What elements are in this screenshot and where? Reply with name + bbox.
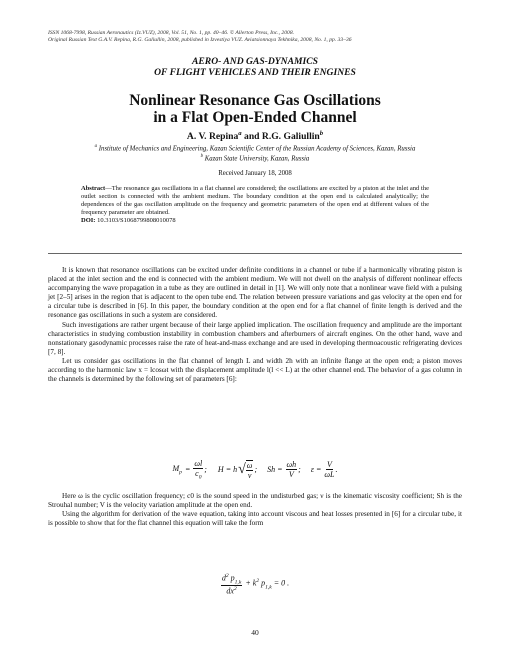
eq-end: . xyxy=(335,465,338,475)
abstract-label: Abstract xyxy=(81,185,106,192)
abstract xyxy=(81,185,429,225)
eq-sqrt: √ ω ν xyxy=(238,460,253,480)
eq2-rest: + $k^2$ $p_{1,k} = 0$ . xyxy=(243,578,290,591)
affiliation-b-mark: b xyxy=(200,154,204,159)
paragraph-3: Let us consider gas oscillations in the flat channel of length L and width 2h with an infinite flange at the open end; a piston moves according to the harmonic law x = lcosωt with the displacement amplitude l(l << L) at the other channel end. The behavior of a gas column in the channels is determined by the following set of parameters [6]: xyxy=(48,356,462,384)
affiliation-b-text: Kazan State University, Kazan, Russia xyxy=(203,155,310,163)
eq-sep-2: ; Sh = xyxy=(254,465,285,475)
eq-sep-3: ; ε = xyxy=(298,465,324,475)
section-heading-line2: OF FLIGHT VEHICLES AND THEIR ENGINES xyxy=(154,67,356,78)
eq2-frac: $d^2$ $p_{1,k}$ $dx^2$ xyxy=(221,573,242,596)
received-date: Received January 18, 2008 xyxy=(218,170,292,177)
authors-and: and xyxy=(241,131,262,143)
body-block-1 xyxy=(48,266,462,384)
section-heading-line1: AERO- AND GAS-DYNAMICS xyxy=(192,56,318,67)
paragraph-1: It is known that resonance oscillations can be excited under definite conditions in a channel or tube if a harmonically vibrating piston is placed at the inlet section and the end is connected with the ambient medium. We will not dwell on the analysis of different nonlinear effects accompanying the wave propagation in a tube as they are outlined in detail in [1]. We will only note that a nonlinear wave field with a pulsing jet [2–5] arises in the region that is adjacent to the open tube end. The relation between pressure variations and gas velocity at the open end for a circular tube is described in [6]. In this paper, the boundary condition at the open end for a flat channel of finite length is derived and the resonance gas oscillations in such a system are considered. xyxy=(48,266,462,320)
eq-frac-4: $\frac{V}{\omega L}$ xyxy=(324,460,335,480)
author-2: R.G. Galiullin xyxy=(261,131,320,143)
paragraph-4: Here ω is the cyclic oscillation frequency; c0 is the sound speed in the undisturbed gas; ν is the kinematic viscosity coefficient; Sh is the Strouhal number; V is the velocity variation amplitude at the open end. xyxy=(48,492,462,510)
eq-frac-1: $\frac{\omega l}{c_0}$ xyxy=(194,459,203,481)
eq-mp: $M_p$ xyxy=(172,464,182,476)
journal-header xyxy=(48,30,352,44)
author-1: A. V. Repina xyxy=(186,131,239,143)
paper-title-line1: Nonlinear Resonance Gas Oscillations xyxy=(129,92,381,109)
doi-value: 10.3103/S1068799808010078 xyxy=(95,217,176,225)
author-2-mark: b xyxy=(319,130,324,137)
doi-label: DOI: xyxy=(81,217,96,225)
affiliation-a-text: Institute of Mechanics and Engineering, Kazan Scientific Center of the Russian Academy of Sciences, Kazan, Russia xyxy=(97,145,416,153)
affiliation-a-mark: a xyxy=(94,144,98,149)
paragraph-2: Such investigations are rather urgent because of their large applied implication. The oscillation frequency and amplitude are the important characteristics in studying combustion instability in combustion chambers and afterburners of aircraft engines. On the other hand, wave and nonstationary gasodynamic processes raise the rate of heat-and-mass exchange and are used in developing thermoacoustic refrigerating devices [7, 8]. xyxy=(48,320,462,356)
journal-header-line2: Original Russian Text G.A.V. Repina, R.G. Galiullin, 2008, published in Izvestiya VUZ. Aviatsionnaya Tekhnika, 2008, No. 1, pp. 33–36 xyxy=(48,37,352,43)
authors xyxy=(0,130,510,142)
abstract-divider xyxy=(48,253,462,254)
body-block-2 xyxy=(48,492,462,528)
abstract-text: —The resonance gas oscillations in a flat channel are considered; the oscillations are excited by a piston at the inlet and the outlet section is connected with the ambient medium. The boundary condition at the open end is calculated analytically; the dependences of the gas oscillation amplitude on the frequency and geometric parameters of the open end at different values of the frequency parameter are obtained. xyxy=(81,185,429,217)
equation-wave xyxy=(0,573,510,596)
paragraph-5: Using the algorithm for derivation of the wave equation, taking into account viscous and heat losses presented in [6] for a circular tube, it is possible to show that for the flat channel this equation will take the form xyxy=(48,510,462,528)
affiliation-b xyxy=(0,153,510,164)
journal-header-line1: ISSN 1068-7998, Russian Aeronautics (Iz.VUZ), 2008, Vol. 51, No. 1, pp. 40–46. © Allerton Press, Inc., 2008. xyxy=(48,30,295,36)
eq-equals: = xyxy=(182,465,193,475)
eq-sep-1: ; xyxy=(204,465,217,475)
equation-parameters xyxy=(0,459,510,481)
eq-frac-3: $\frac{\omega h}{V}$ xyxy=(286,460,297,480)
paper-title-line2: in a Flat Open-Ended Channel xyxy=(153,109,357,126)
author-1-mark: a xyxy=(238,130,242,137)
page-number: 40 xyxy=(251,628,259,637)
eq-h: H = h xyxy=(217,465,238,475)
